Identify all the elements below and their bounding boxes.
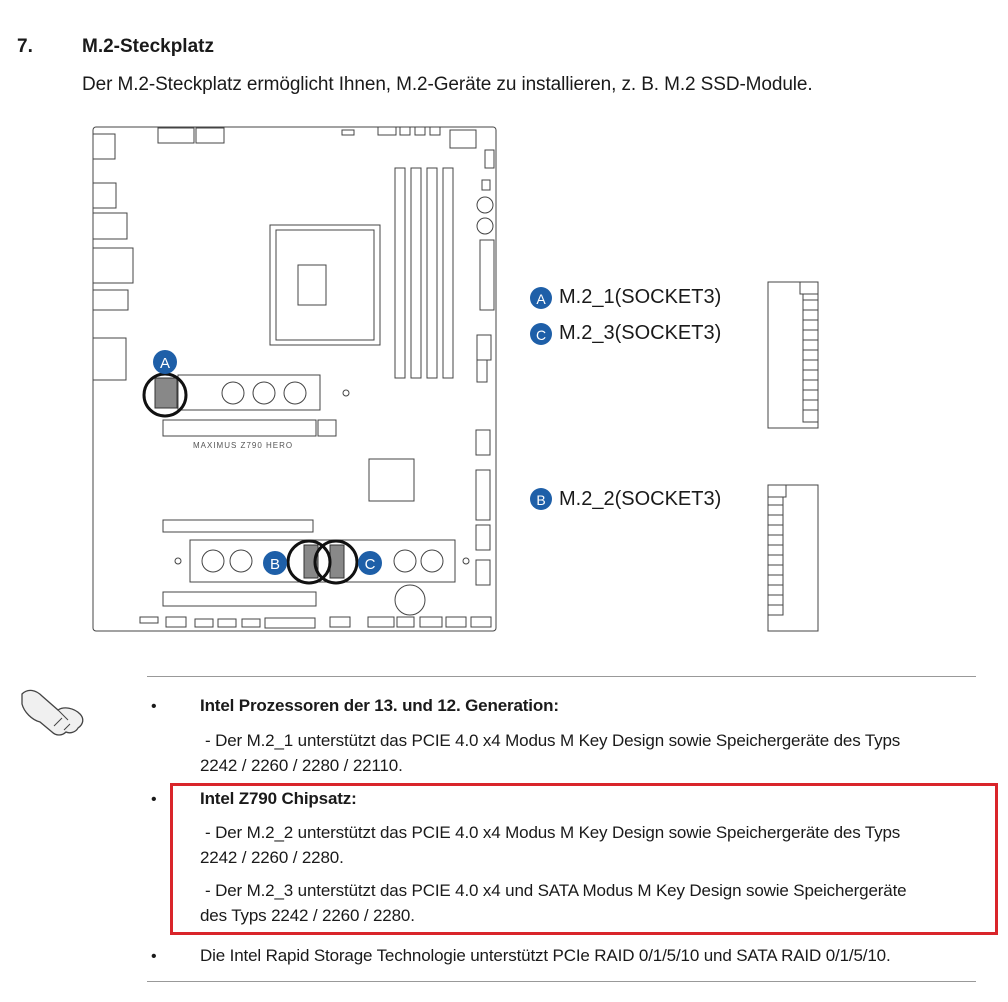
- svg-text:C: C: [535, 327, 547, 343]
- bullet: •: [151, 698, 157, 715]
- label-m2-1: M.2_1(SOCKET3): [559, 286, 722, 308]
- label-m2-3: M.2_3(SOCKET3): [559, 322, 722, 344]
- m2-connector-vertical: [768, 282, 818, 428]
- chipset-heading: Intel Z790 Chipsatz:: [200, 789, 357, 808]
- bullet: •: [151, 948, 157, 965]
- gen-heading: Intel Prozessoren der 13. und 12. Generation:: [200, 696, 559, 715]
- board-name: MAXIMUS Z790 HERO: [193, 441, 294, 450]
- gen-m2-1-line2: 2242 / 2260 / 2280 / 22110.: [200, 756, 403, 775]
- svg-text:B: B: [536, 492, 546, 508]
- label-m2-2: M.2_2(SOCKET3): [559, 488, 722, 510]
- red-highlight-box: [170, 783, 998, 935]
- badge-a-legend: [530, 287, 552, 309]
- section-title: M.2-Steckplatz: [82, 36, 214, 57]
- divider-top: [147, 676, 976, 677]
- svg-text:A: A: [159, 355, 171, 372]
- section-intro: Der M.2-Steckplatz ermöglicht Ihnen, M.2-Geräte zu installieren, z. B. M.2 SSD-Module.: [82, 74, 813, 95]
- badge-b-board: [263, 551, 287, 575]
- note-hand-icon: [18, 686, 90, 742]
- bullet: •: [151, 791, 157, 808]
- motherboard-diagram: [0, 110, 1008, 640]
- section-number: 7.: [17, 36, 33, 57]
- rst-line: Die Intel Rapid Storage Technologie unterstützt PCIe RAID 0/1/5/10 und SATA RAID 0/1/5/10.: [200, 946, 891, 965]
- m2-connector-vertical-b: [768, 485, 818, 631]
- svg-text:C: C: [364, 556, 376, 573]
- gen-m2-1-line1: - Der M.2_1 unterstützt das PCIE 4.0 x4 Modus M Key Design sowie Speichergeräte des Typs: [205, 731, 901, 750]
- m2-2-line2: 2242 / 2260 / 2280.: [200, 848, 344, 867]
- m2-3-line2: des Typs 2242 / 2260 / 2280.: [200, 906, 415, 925]
- badge-c-board: [358, 551, 382, 575]
- m2-3-line1: - Der M.2_3 unterstützt das PCIE 4.0 x4 und SATA Modus M Key Design sowie Speichergeräte: [205, 881, 907, 900]
- badge-c-legend: [530, 323, 552, 345]
- svg-text:A: A: [536, 291, 546, 307]
- m2-1-slot: [155, 378, 177, 408]
- badge-b-legend: [530, 488, 552, 510]
- badge-a-board: [153, 350, 177, 374]
- divider-bottom: [147, 981, 976, 982]
- m2-2-line1: - Der M.2_2 unterstützt das PCIE 4.0 x4 Modus M Key Design sowie Speichergeräte des Typs: [205, 823, 901, 842]
- svg-text:B: B: [269, 556, 281, 573]
- m2-3-slot: [330, 545, 344, 578]
